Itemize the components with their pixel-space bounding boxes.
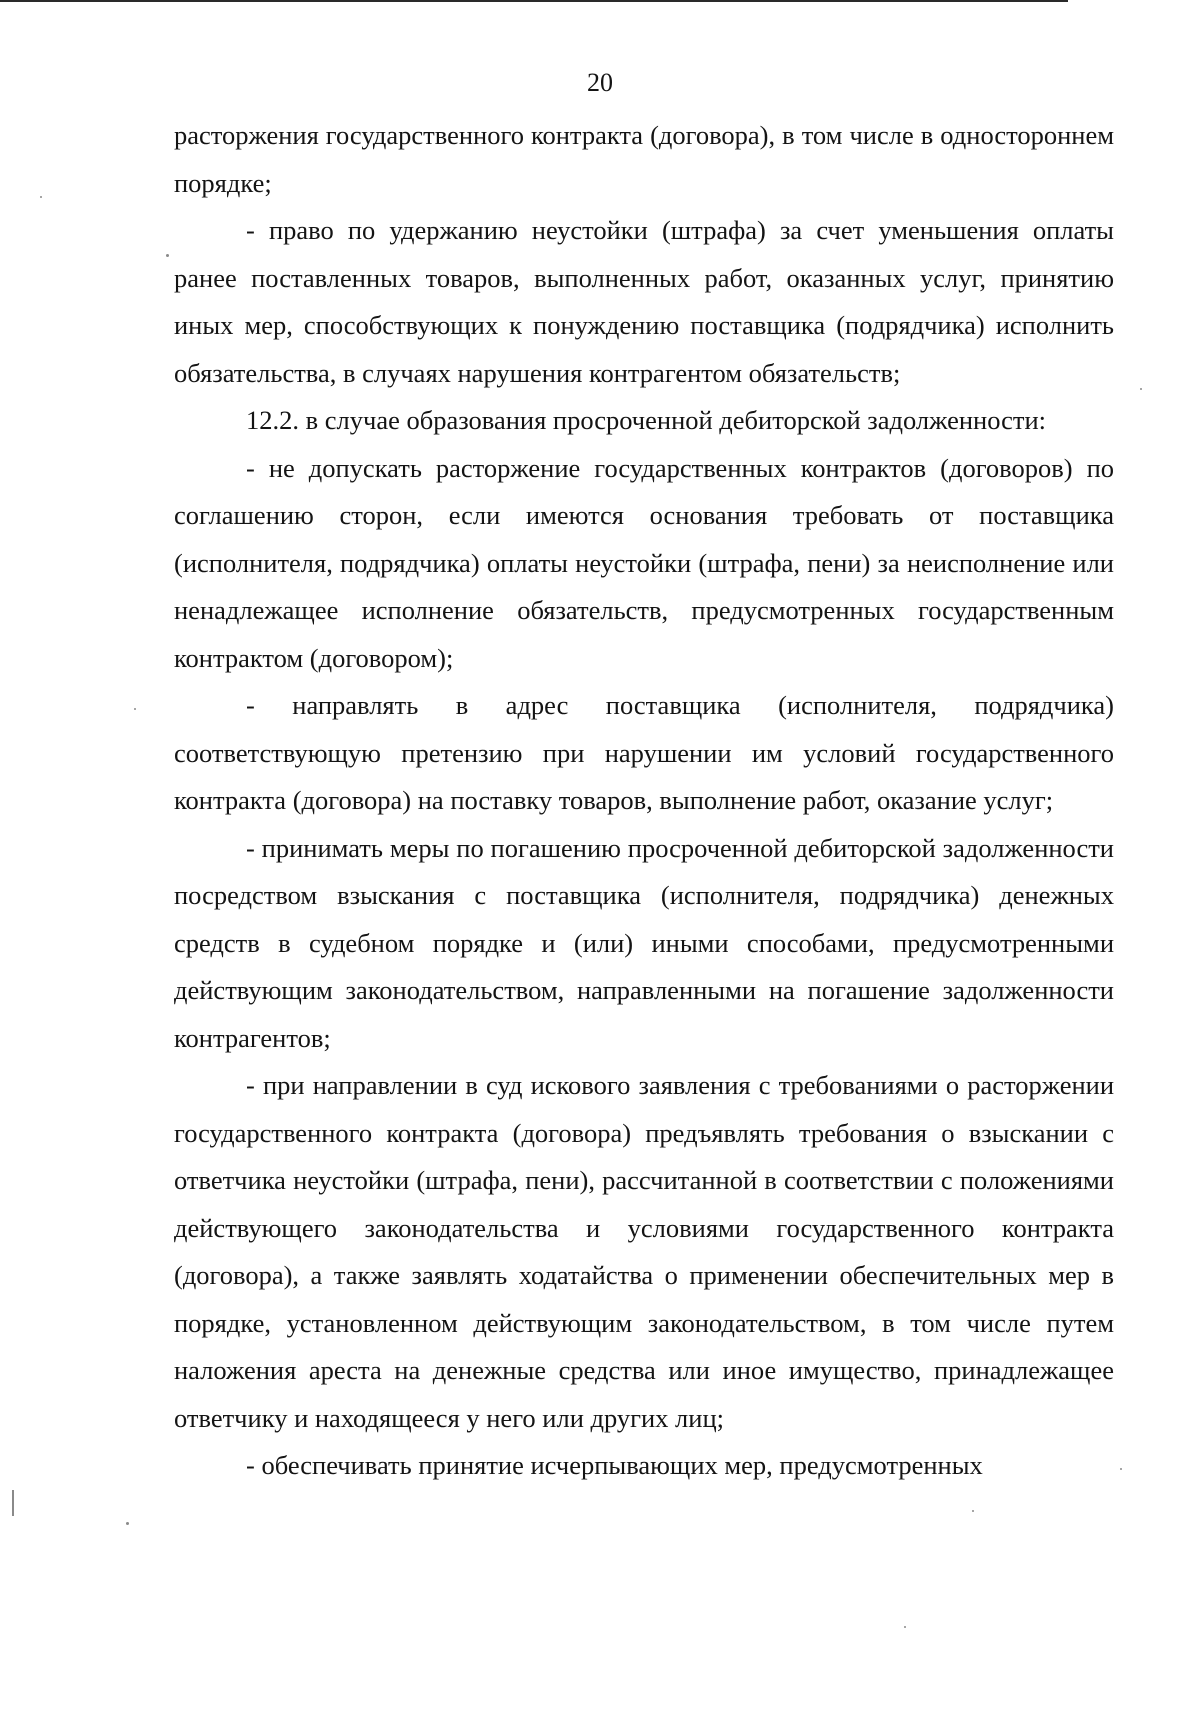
paragraph-continuation: расторжения государственного контракта (договора), в том числе в одностороннем порядке; [174,120,1114,198]
paragraph-debt-repayment: - принимать меры по погашению просроченной дебиторской задолженности посредством взыскания с поставщика (исполнителя, подрядчика) денежных средств в судебном порядке и (или) иными способами, предусмотренными действующим законодательством, направленными на погашение задолженности контрагентов; [174,832,1114,1053]
scan-speck [40,196,42,198]
scan-speck [126,1522,129,1525]
body-text [174,112,1114,1490]
paragraph-court-claim: - при направлении в суд искового заявления с требованиями о расторжении государственного контракта (договора) предъявлять требования о взыскании с ответчика неустойки (штрафа, пени), рассчитанной в соответствии с положениями действующего законодательства и условиями государственного контракта (договора), а также заявлять ходатайства о применении обеспечительных мер в порядке, установленном действующим законодательством, в том числе путем наложения ареста на денежные средства или иное имущество, принадлежащее ответчику и находящееся у него или других лиц; [174,1070,1114,1433]
scan-speck [12,1490,14,1516]
scan-speck [166,254,169,257]
scan-speck [904,1626,906,1628]
paragraph-exhaustive-measures: - обеспечивать принятие исчерпывающих мер, предусмотренных [246,1450,983,1480]
scan-speck [134,708,136,710]
scan-speck [1140,388,1142,390]
top-border-line [0,0,1068,2]
paragraph-section-12-2: 12.2. в случае образования просроченной дебиторской задолженности: [246,405,1047,435]
page-number: 20 [587,68,613,97]
scan-speck [1120,1468,1122,1470]
paragraph-no-termination: - не допускать расторжение государственных контрактов (договоров) по соглашению сторон, если имеются основания требовать от поставщика (исполнителя, подрядчика) оплаты неустойки (штрафа, пени) за неисполнение или ненадлежащее исполнение обязательств, предусмотренных государственным контрактом (договором); [174,452,1114,673]
paragraph-penalty-withholding: - право по удержанию неустойки (штрафа) за счет уменьшения оплаты ранее поставленных товаров, выполненных работ, оказанных услуг, принятию иных мер, способствующих к понуждению поставщика (подрядчика) исполнить обязательства, в случаях нарушения контрагентом обязательств; [174,215,1114,388]
scan-speck [972,1510,974,1512]
paragraph-send-claim: - направлять в адрес поставщика (исполнителя, подрядчика) соответствующую претензию при нарушении им условий государственного контракта (договора) на поставку товаров, выполнение работ, оказание услуг; [174,690,1114,815]
